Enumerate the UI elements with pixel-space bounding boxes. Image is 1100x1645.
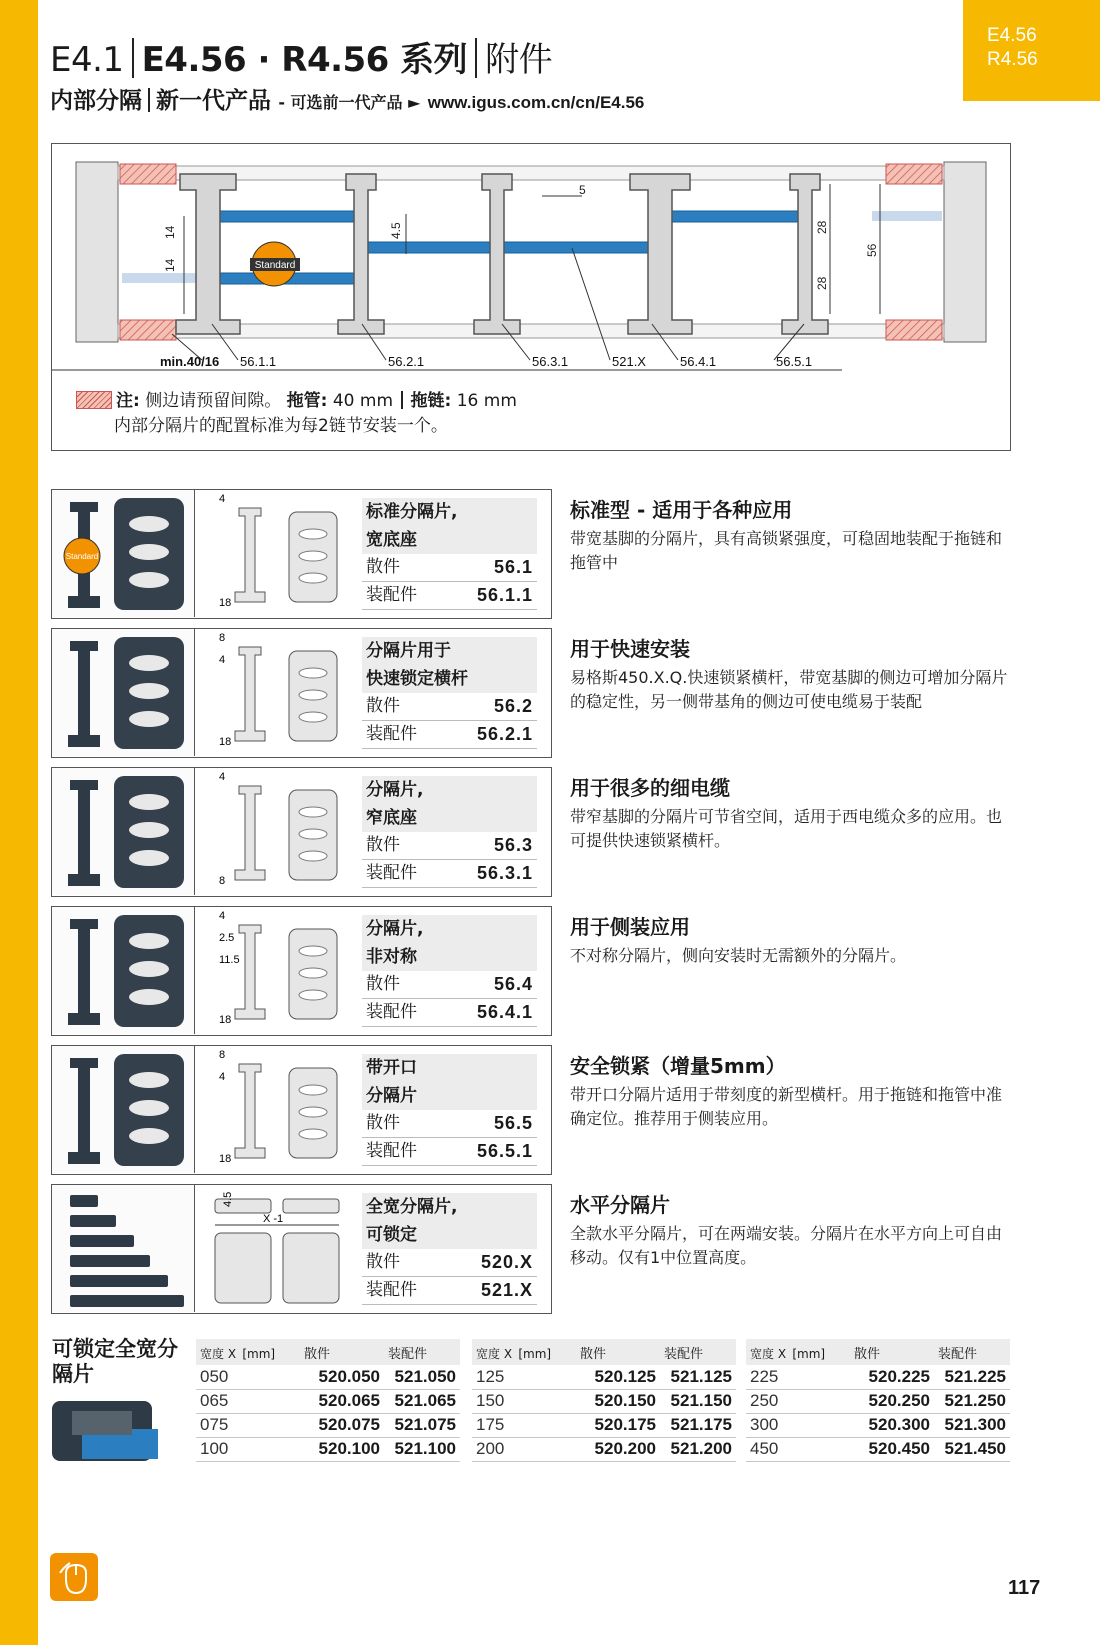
product-photo <box>52 907 195 1034</box>
width-column-header <box>472 1339 576 1365</box>
loose-cell: 520.125 <box>576 1365 660 1389</box>
loose-cell: 520.250 <box>850 1389 934 1413</box>
subtitle-prev: - 可选前一代产品 ► <box>278 93 421 112</box>
page-number: 117 <box>1008 1577 1041 1599</box>
product-name-line2: 窄底座 <box>362 804 537 832</box>
callout-56-4-1: 56.4.1 <box>680 354 717 369</box>
table-row <box>472 1437 736 1461</box>
table-row <box>746 1413 1010 1437</box>
assembled-cell: 521.065 <box>384 1389 460 1413</box>
standard-badge-text: Standard <box>65 552 99 561</box>
dim-label: 4 <box>219 493 226 505</box>
description-heading: 用于很多的细电缆 <box>570 776 730 800</box>
description-text: 易格斯450.X.Q.快速锁紧横杆，带宽基脚的侧边可增加分隔片的稳定性，另一侧带基角的侧边可使电缆易于装配 <box>570 668 1008 711</box>
assembled-label: 装配件 <box>366 1002 417 1022</box>
loose-part-row <box>362 832 537 860</box>
mouse-click-icon[interactable] <box>50 1553 98 1601</box>
dim-label: 2.5 <box>219 932 235 944</box>
clearance-hatch-icon <box>76 391 112 409</box>
table-row <box>472 1365 736 1389</box>
subtitle-main: 内部分隔 <box>50 88 142 114</box>
note-text: 侧边请预留间隙。 <box>145 391 282 411</box>
table-header-row <box>472 1339 736 1365</box>
assembled-cell: 521.125 <box>660 1365 736 1389</box>
width-column-header <box>746 1339 850 1365</box>
assembled-part-number: 56.4.1 <box>476 1002 533 1022</box>
assembled-cell: 521.200 <box>660 1437 736 1461</box>
product-photo <box>52 629 195 756</box>
assembled-cell: 521.225 <box>934 1365 1010 1389</box>
loose-cell: 520.450 <box>850 1437 934 1461</box>
product-info <box>362 1193 537 1305</box>
table-row <box>746 1389 1010 1413</box>
width-cell: 065 <box>196 1389 300 1413</box>
product-name-line1: 分隔片, <box>362 776 537 804</box>
overview-note-2: 内部分隔片的配置标准为每2链节安装一个。 <box>114 416 448 436</box>
width-table-2 <box>472 1339 736 1462</box>
assembled-cell: 521.250 <box>934 1389 1010 1413</box>
product-description <box>570 772 1010 853</box>
table-row <box>196 1365 460 1389</box>
product-drawing <box>197 768 357 895</box>
callout-56-1-1: 56.1.1 <box>240 354 277 369</box>
product-info <box>362 776 537 888</box>
product-description <box>570 633 1010 714</box>
dim-5: 5 <box>579 183 586 197</box>
callout-56-3-1: 56.3.1 <box>532 354 569 369</box>
product-info <box>362 498 537 610</box>
table-header-row <box>746 1339 1010 1365</box>
product-name-line2: 可锁定 <box>362 1221 537 1249</box>
width-cell: 150 <box>472 1389 576 1413</box>
dim-label: X -1 <box>263 1213 284 1225</box>
width-table-3 <box>746 1339 1010 1462</box>
assembled-part-row <box>362 1277 537 1305</box>
product-drawing <box>197 1185 357 1312</box>
loose-label: 散件 <box>366 1252 400 1272</box>
description-heading: 标准型 - 适用于各种应用 <box>570 498 793 522</box>
loose-label: 散件 <box>366 696 400 716</box>
product-info <box>362 1054 537 1166</box>
loose-part-row <box>362 693 537 721</box>
loose-column-header: 散件 <box>850 1339 934 1365</box>
assembled-part-number: 56.3.1 <box>476 863 533 883</box>
overview-note <box>76 386 517 411</box>
loose-cell: 520.075 <box>300 1413 384 1437</box>
loose-column-header: 散件 <box>576 1339 660 1365</box>
product-name-line1: 全宽分隔片, <box>362 1193 537 1221</box>
series-name: E4.56 · R4.56 系列 <box>141 40 468 80</box>
table-row <box>746 1437 1010 1461</box>
loose-part-number: 56.5 <box>493 1113 533 1133</box>
dim-label: 4 <box>219 1071 226 1083</box>
dim-label: 8 <box>219 632 226 644</box>
dim-14-b: 14 <box>163 258 177 272</box>
loose-cell: 520.300 <box>850 1413 934 1437</box>
page-subtitle <box>50 82 644 115</box>
assembled-part-number: 56.2.1 <box>476 724 533 744</box>
loose-part-number: 520.X <box>480 1252 533 1272</box>
loose-part-number: 56.3 <box>493 835 533 855</box>
category-name: 附件 <box>485 40 553 80</box>
dim-label: 4.5 <box>222 1191 234 1207</box>
assembled-label: 装配件 <box>366 863 417 883</box>
subtitle-new: 新一代产品 <box>156 88 271 114</box>
locking-separator-photo <box>52 1395 162 1467</box>
description-text: 不对称分隔片，侧向安装时无需额外的分隔片。 <box>570 946 907 965</box>
dim-label: 4 <box>219 654 226 666</box>
loose-part-number: 56.4 <box>493 974 533 994</box>
width-header-label: 宽度 X <box>200 1346 237 1361</box>
width-cell: 100 <box>196 1437 300 1461</box>
callout-min: min.40/16 <box>160 354 220 369</box>
loose-part-row <box>362 1249 537 1277</box>
dim-label: 18 <box>219 1014 232 1026</box>
table-title: 可锁定全宽分隔片 <box>52 1337 178 1386</box>
width-header-label: 宽度 X <box>750 1346 787 1361</box>
assembled-cell: 521.100 <box>384 1437 460 1461</box>
side-color-bar <box>0 0 38 1645</box>
tube-label: 拖管: <box>286 391 328 411</box>
assembled-cell: 521.300 <box>934 1413 1010 1437</box>
product-name-line2: 分隔片 <box>362 1082 537 1110</box>
dim-56: 56 <box>865 243 879 257</box>
product-card <box>51 628 552 758</box>
assembled-column-header: 装配件 <box>660 1339 736 1365</box>
product-card <box>51 1184 552 1314</box>
width-cell: 075 <box>196 1413 300 1437</box>
product-description <box>570 911 1010 968</box>
description-text: 带宽基脚的分隔片，具有高锁紧强度，可稳固地装配于拖链和拖管中 <box>570 529 1003 572</box>
assembled-cell: 521.050 <box>384 1365 460 1389</box>
product-name-line1: 分隔片用于 <box>362 637 537 665</box>
loose-cell: 520.150 <box>576 1389 660 1413</box>
assembled-cell: 521.150 <box>660 1389 736 1413</box>
section-number: E4.1 <box>50 40 124 80</box>
assembled-cell: 521.450 <box>934 1437 1010 1461</box>
assembled-part-number: 56.5.1 <box>476 1141 533 1161</box>
product-description <box>570 494 1010 575</box>
width-cell: 300 <box>746 1413 850 1437</box>
dim-label: 8 <box>219 875 226 887</box>
width-header-unit: [mm] <box>518 1346 552 1361</box>
product-photo <box>52 1185 195 1312</box>
loose-part-row <box>362 1110 537 1138</box>
loose-cell: 520.200 <box>576 1437 660 1461</box>
series-tab-line1: E4.56 <box>987 25 1037 46</box>
product-name-line2: 宽底座 <box>362 526 537 554</box>
assembled-label: 装配件 <box>366 585 417 605</box>
callout-56-5-1: 56.5.1 <box>776 354 813 369</box>
loose-part-number: 56.2 <box>493 696 533 716</box>
callout-521-x: 521.X <box>612 354 646 369</box>
dim-label: 11.5 <box>219 954 240 966</box>
loose-label: 散件 <box>366 974 400 994</box>
assembled-part-row <box>362 860 537 888</box>
product-info <box>362 637 537 749</box>
dim-label: 18 <box>219 597 232 609</box>
table-row <box>196 1413 460 1437</box>
product-name-line2: 快速锁定横杆 <box>362 665 537 693</box>
product-photo <box>52 768 195 895</box>
table-row <box>472 1413 736 1437</box>
width-cell: 200 <box>472 1437 576 1461</box>
callout-56-2-1: 56.2.1 <box>388 354 425 369</box>
dim-label: 8 <box>219 1049 226 1061</box>
page-title <box>50 32 552 81</box>
loose-cell: 520.065 <box>300 1389 384 1413</box>
width-cell: 175 <box>472 1413 576 1437</box>
dim-label: 4 <box>219 910 226 922</box>
product-drawing <box>197 490 357 617</box>
table-row <box>472 1389 736 1413</box>
assembled-part-row <box>362 1138 537 1166</box>
product-photo <box>52 1046 195 1173</box>
product-description <box>570 1050 1010 1131</box>
loose-label: 散件 <box>366 557 400 577</box>
dim-label: 18 <box>219 736 232 748</box>
note-label: 注: <box>116 391 140 411</box>
dim-label: 4 <box>219 771 226 783</box>
assembled-label: 装配件 <box>366 724 417 744</box>
dim-28-b: 28 <box>815 276 829 290</box>
assembled-column-header: 装配件 <box>934 1339 1010 1365</box>
description-heading: 用于快速安装 <box>570 637 690 661</box>
width-cell: 050 <box>196 1365 300 1389</box>
product-card <box>51 1045 552 1175</box>
assembled-column-header: 装配件 <box>384 1339 460 1365</box>
description-heading: 安全锁紧（增量5mm） <box>570 1054 786 1078</box>
dim-4-5: 4.5 <box>389 222 403 239</box>
description-text: 全款水平分隔片，可在两端安装。分隔片在水平方向上可自由移动。仅有1中位置高度。 <box>570 1224 1003 1267</box>
loose-label: 散件 <box>366 835 400 855</box>
product-card <box>51 489 552 619</box>
product-drawing <box>197 629 357 756</box>
product-drawing <box>197 907 357 1034</box>
product-photo <box>52 490 195 617</box>
description-heading: 水平分隔片 <box>570 1193 670 1217</box>
table-row <box>196 1437 460 1461</box>
product-drawing <box>197 1046 357 1173</box>
dim-14-a: 14 <box>163 225 177 239</box>
assembled-label: 装配件 <box>366 1141 417 1161</box>
description-text: 带窄基脚的分隔片可节省空间，适用于西电缆众多的应用。也可提供快速锁紧横杆。 <box>570 807 1003 850</box>
loose-part-number: 56.1 <box>493 557 533 577</box>
width-cell: 125 <box>472 1365 576 1389</box>
product-name-line1: 分隔片, <box>362 915 537 943</box>
assembled-part-row <box>362 582 537 610</box>
dim-label: 18 <box>219 1153 232 1165</box>
width-header-unit: [mm] <box>792 1346 826 1361</box>
product-name-line2: 非对称 <box>362 943 537 971</box>
assembled-part-row <box>362 721 537 749</box>
assembled-part-number: 56.1.1 <box>476 585 533 605</box>
description-heading: 用于侧装应用 <box>570 915 690 939</box>
width-header-unit: [mm] <box>242 1346 276 1361</box>
loose-column-header: 散件 <box>300 1339 384 1365</box>
description-text: 带开口分隔片适用于带刻度的新型横杆。用于拖链和拖管中准确定位。推荐用于侧装应用。 <box>570 1085 1003 1128</box>
product-name-line1: 带开口 <box>362 1054 537 1082</box>
loose-cell: 520.050 <box>300 1365 384 1389</box>
assembled-label: 装配件 <box>366 1280 417 1300</box>
series-tab-line2: R4.56 <box>987 49 1038 70</box>
series-tab <box>963 0 1100 101</box>
width-column-header <box>196 1339 300 1365</box>
product-card <box>51 767 552 897</box>
product-info <box>362 915 537 1027</box>
width-table-1 <box>196 1339 460 1462</box>
width-cell: 450 <box>746 1437 850 1461</box>
loose-cell: 520.175 <box>576 1413 660 1437</box>
loose-cell: 520.225 <box>850 1365 934 1389</box>
assembled-cell: 521.175 <box>660 1413 736 1437</box>
loose-part-row <box>362 971 537 999</box>
tube-value: 40 mm <box>332 391 393 411</box>
standard-badge-text: Standard <box>254 260 296 271</box>
dim-28-a: 28 <box>815 220 829 234</box>
loose-part-row <box>362 554 537 582</box>
width-cell: 225 <box>746 1365 850 1389</box>
loose-cell: 520.100 <box>300 1437 384 1461</box>
product-description <box>570 1189 1010 1270</box>
chain-label: 拖链: <box>410 391 452 411</box>
assembled-part-number: 521.X <box>480 1280 533 1300</box>
assembled-part-row <box>362 999 537 1027</box>
table-row <box>746 1365 1010 1389</box>
chain-value: 16 mm <box>456 391 517 411</box>
overview-panel <box>51 143 1011 451</box>
product-card <box>51 906 552 1036</box>
loose-label: 散件 <box>366 1113 400 1133</box>
table-row <box>196 1389 460 1413</box>
width-cell: 250 <box>746 1389 850 1413</box>
assembled-cell: 521.075 <box>384 1413 460 1437</box>
product-url-link[interactable]: www.igus.com.cn/cn/E4.56 <box>427 93 645 112</box>
table-header-row <box>196 1339 460 1365</box>
width-header-label: 宽度 X <box>476 1346 513 1361</box>
product-name-line1: 标准分隔片, <box>362 498 537 526</box>
